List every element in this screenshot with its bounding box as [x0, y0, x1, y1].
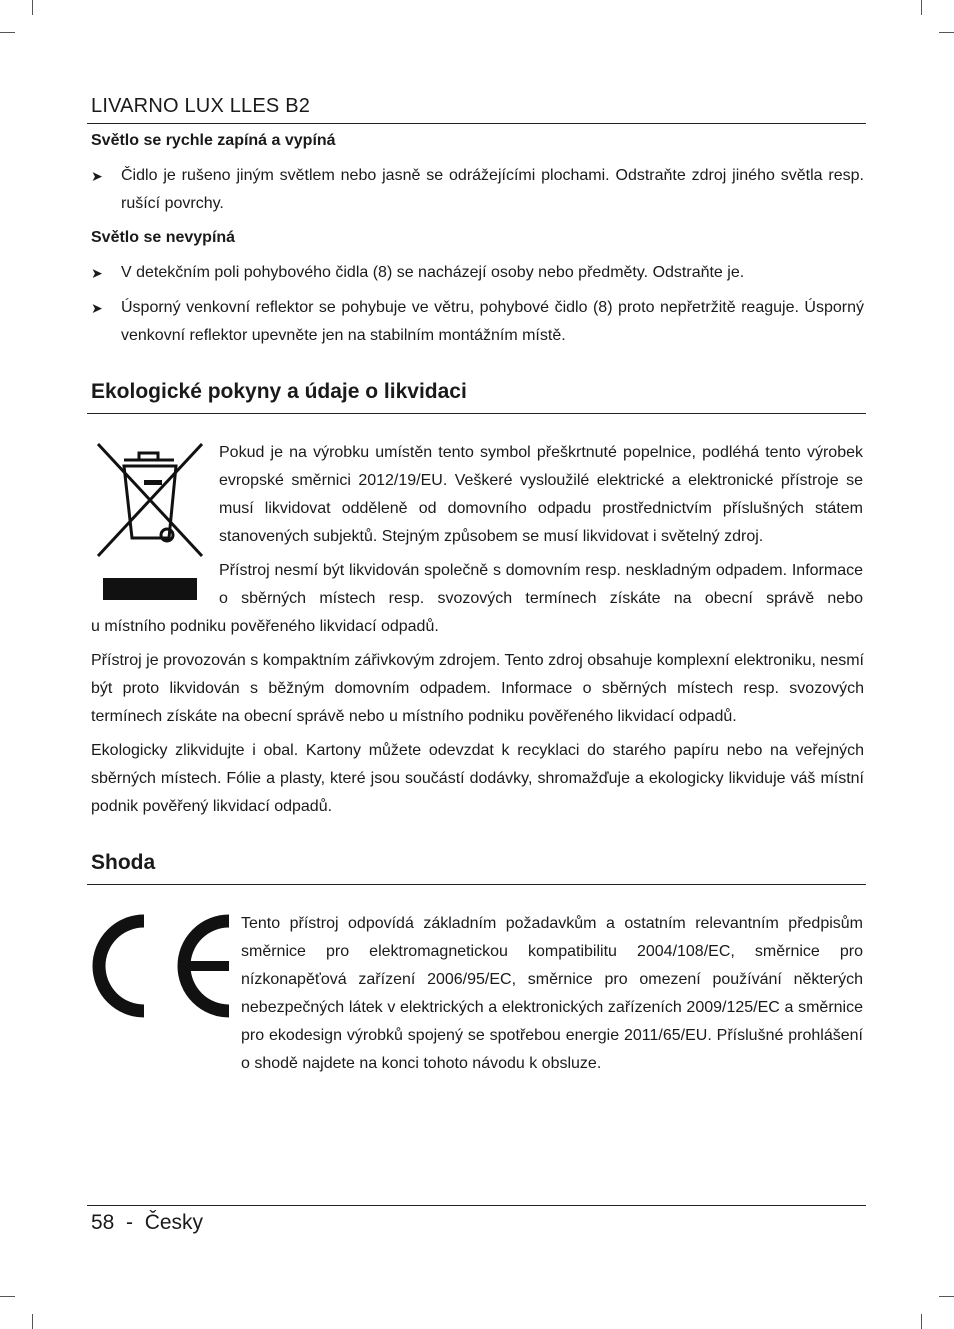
subheading-light-flicker: Světlo se rychle zapíná a vypíná — [91, 132, 336, 149]
eco-paragraph: Pokud je na výrobku umístěn tento symbol přeškrtnuté popelnice, podléhá tento výrobek evropské směrnici 2012/19/EU. Veškeré vysloužilé elektrické a elektronické přístroje se musí likvidovat odděleně od domovního odpadu prostřednictvím příslušných státem stanovených subjektů. Stejným způsobem se musí likvidovat i světelný zdroj. — [219, 444, 863, 545]
list-item-text: Úsporný venkovní reflektor se pohybuje ve větru, pohybové čidlo (8) proto nepřetržitě reaguje. Úsporný venkovní reflektor upevněte jen na stabilním montážním místě. — [121, 299, 864, 344]
arrow-bullet-icon: ➤ — [91, 265, 103, 281]
subheading-light-stays-on: Světlo se nevypíná — [91, 229, 236, 246]
list-item — [91, 162, 864, 218]
eco-paragraph: Ekologicky zlikvidujte i obal. Kartony můžete odevzdat k recyklaci do starého papíru nebo na veřejných sběrných místech. Fólie a plasty, které jsou součástí dodávky, shromažďuje a ekologicky likviduje váš místní podnik pověřený likvidací odpadů. — [91, 742, 864, 815]
section-divider — [87, 413, 866, 414]
crop-mark — [921, 0, 922, 15]
eco-paragraph: u místního podniku pověřeného likvidací odpadů. — [91, 618, 439, 635]
arrow-bullet-icon: ➤ — [91, 168, 103, 184]
page-number-language: 58 - Česky — [91, 1211, 204, 1234]
crop-mark — [0, 32, 15, 33]
conformity-paragraph: Tento přístroj odpovídá základním požadavkům a ostatním relevantním předpisům směrnice pro elektromagnetickou kompatibilitu 2004/108/EC, směrnice pro nízkonapěťová zařízení 2006/95/EC, směrnice pro omezení používání některých nebezpečných látek v elektrických a elektronických zařízeních 2009/125/EC a směrnice pro ekodesign výrobků spojený se spotřebou energie 2011/65/EU. Příslušné prohlášení o shodě najdete na konci tohoto návodu k obsluze. — [241, 915, 863, 1072]
list-item — [91, 259, 864, 287]
list-item-text: V detekčním poli pohybového čidla (8) se nacházejí osoby nebo předměty. Odstraňte je. — [121, 264, 745, 281]
section-heading-eco: Ekologické pokyny a údaje o likvidaci — [91, 380, 467, 403]
eco-paragraph: Přístroj je provozován s kompaktním zářivkovým zdrojem. Tento zdroj obsahuje komplexní elektroniku, nesmí být proto likvidován s běžným domovním odpadem. Informace o sběrných místech resp. svozových termínech získáte na obecní správě nebo u místního podniku pověřeného likvidací odpadů. — [91, 652, 864, 725]
document-header-title: LIVARNO LUX LLES B2 — [91, 95, 311, 117]
footer-divider — [87, 1205, 866, 1206]
ce-mark-icon — [89, 914, 233, 1018]
crop-mark — [921, 1314, 922, 1329]
list-item — [91, 294, 864, 350]
crop-mark — [939, 1296, 954, 1297]
section-heading-conformity: Shoda — [91, 851, 156, 874]
crossed-out-wheelie-bin-icon — [92, 438, 208, 604]
crop-mark — [32, 1314, 33, 1329]
crop-mark — [32, 0, 33, 15]
crop-mark — [0, 1296, 15, 1297]
arrow-bullet-icon: ➤ — [91, 300, 103, 316]
section-divider — [87, 884, 866, 885]
header-divider — [87, 123, 866, 124]
eco-paragraph: Přístroj nesmí být likvidován společně s domovním resp. neskladným odpadem. Informace o sběrných místech resp. svozových termínech získáte na obecní správě nebo — [219, 562, 863, 607]
list-item-text: Čidlo je rušeno jiným světlem nebo jasně se odrážejícími plochami. Odstraňte zdroj jiného světla resp. rušící povrchy. — [121, 167, 864, 212]
crop-mark — [939, 32, 954, 33]
